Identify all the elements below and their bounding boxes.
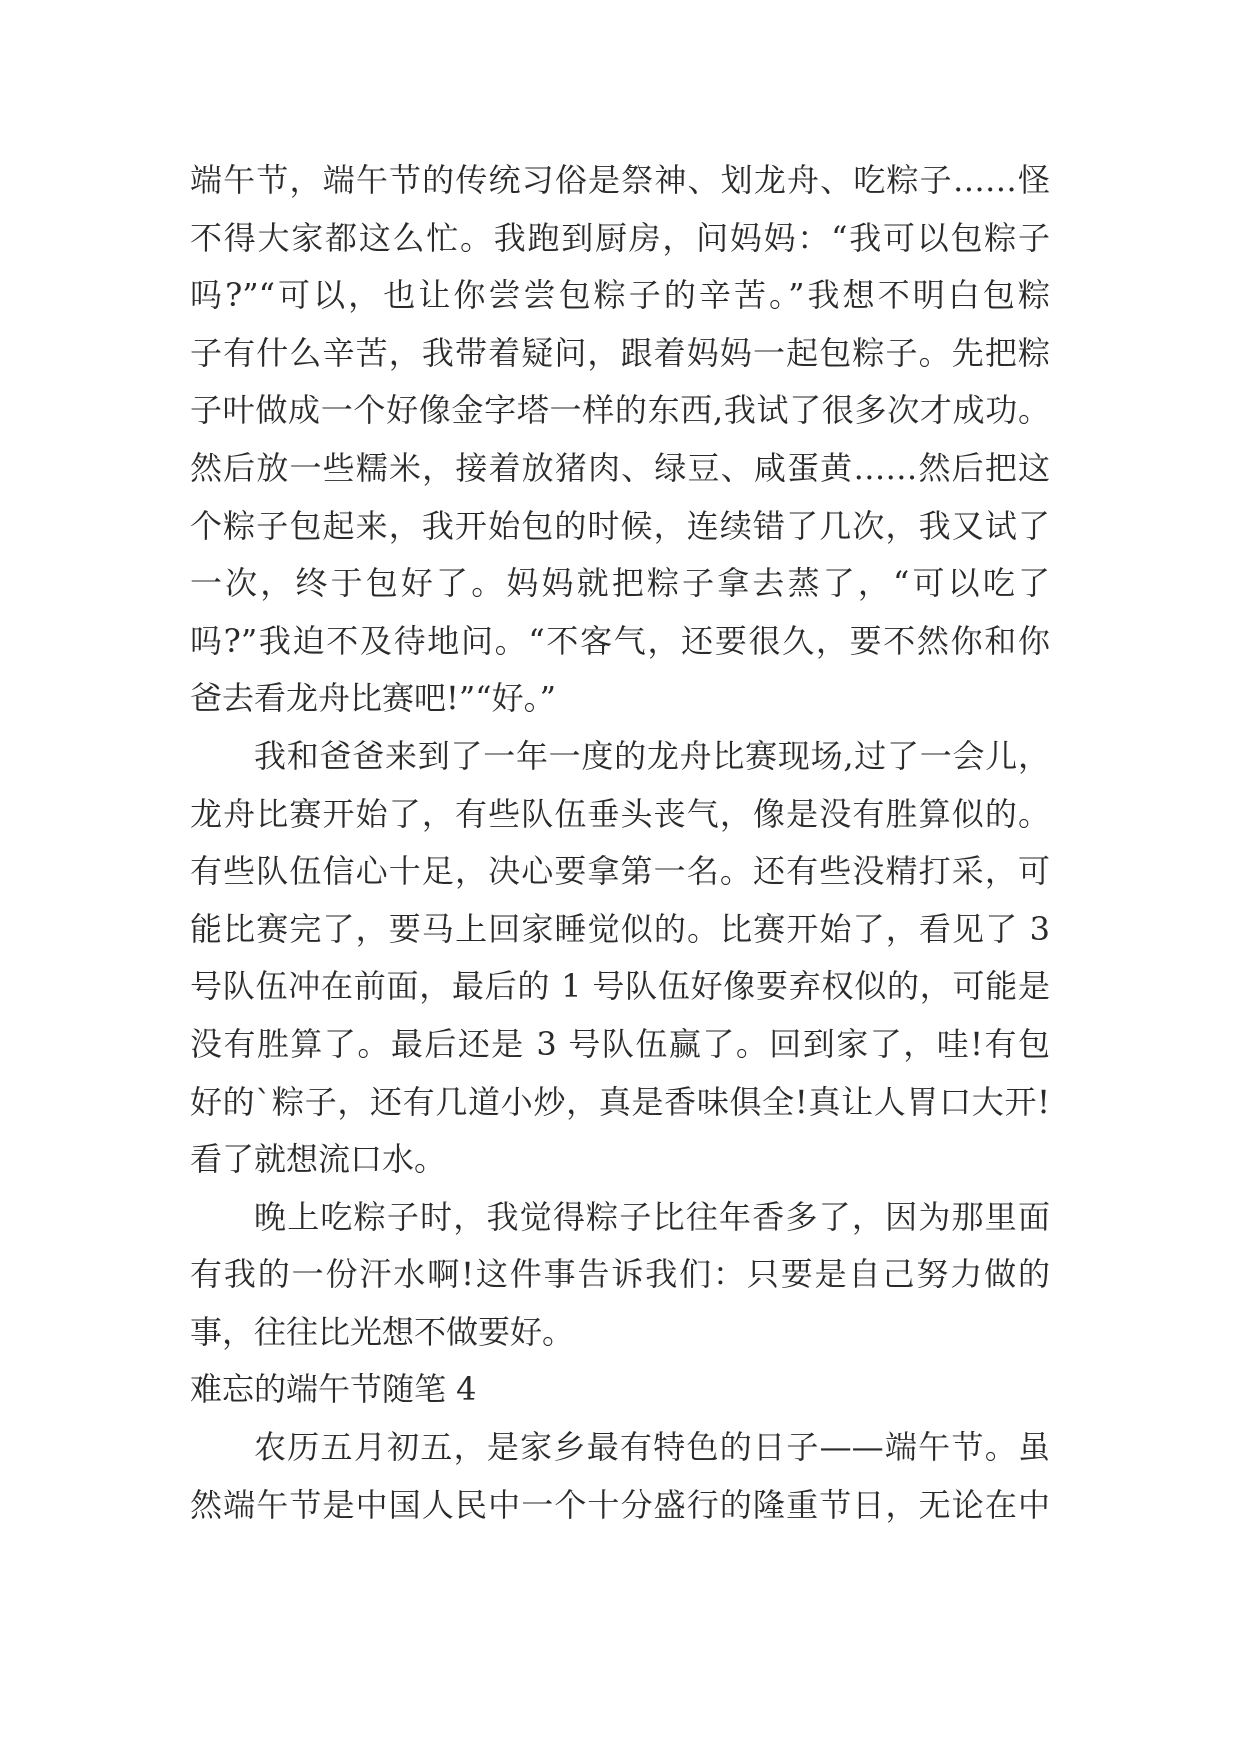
text-line: 端午节，端午节的传统习俗是祭神、划龙舟、吃粽子……怪 <box>190 161 1050 199</box>
text-line: 好的`粽子，还有几道小炒，真是香味俱全!真让人胃口大开! <box>190 1082 1050 1121</box>
text-line: 没有胜算了。最后还是 3 号队伍赢了。回到家了，哇!有包 <box>190 1024 1050 1063</box>
text-line: 子叶做成一个好像金字塔一样的东西,我试了很多次才成功。 <box>190 391 1050 430</box>
text-line: 看了就想流口水。 <box>190 1140 447 1179</box>
text-line: 吗?”“可以，也让你尝尝包粽子的辛苦。”我想不明白包粽 <box>190 276 1050 315</box>
text-line: 我和爸爸来到了一年一度的龙舟比赛现场,过了一会儿， <box>254 736 1050 775</box>
text-line: 不得大家都这么忙。我跑到厨房，问妈妈：“我可以包粽子 <box>190 218 1050 257</box>
text-line: 个粽子包起来，我开始包的时候，连续错了几次，我又试了 <box>190 506 1050 545</box>
paragraph <box>190 728 1050 1189</box>
text-line: 能比赛完了，要马上回家睡觉似的。比赛开始了，看见了 3 <box>190 909 1050 948</box>
paragraph <box>190 152 1050 728</box>
text-line: 有我的一份汗水啊!这件事告诉我们：只要是自己努力做的 <box>190 1255 1050 1294</box>
heading-text: 难忘的端午节随笔 4 <box>190 1370 477 1409</box>
paragraph <box>190 1419 1050 1534</box>
section-heading <box>190 1361 1050 1419</box>
text-line: 号队伍冲在前面，最后的 1 号队伍好像要弃权似的，可能是 <box>190 967 1050 1006</box>
text-line: 农历五月初五，是家乡最有特色的日子——端午节。虽 <box>254 1428 1050 1467</box>
text-line: 然后放一些糯米，接着放猪肉、绿豆、咸蛋黄……然后把这 <box>190 448 1050 487</box>
document-page <box>190 152 1050 1534</box>
text-line: 一次，终于包好了。妈妈就把粽子拿去蒸了，“可以吃了 <box>190 564 1050 603</box>
text-line: 爸去看龙舟比赛吧!”“好。” <box>190 679 556 718</box>
text-line: 子有什么辛苦，我带着疑问，跟着妈妈一起包粽子。先把粽 <box>190 333 1050 372</box>
text-line: 吗?”我迫不及待地问。“不客气，还要很久，要不然你和你 <box>190 621 1050 660</box>
text-line: 有些队伍信心十足，决心要拿第一名。还有些没精打采，可 <box>190 852 1050 891</box>
text-line: 事，往往比光想不做要好。 <box>190 1312 575 1351</box>
text-line: 晚上吃粽子时，我觉得粽子比往年香多了，因为那里面 <box>254 1197 1050 1236</box>
text-line: 龙舟比赛开始了，有些队伍垂头丧气，像是没有胜算似的。 <box>190 794 1050 833</box>
text-line: 然端午节是中国人民中一个十分盛行的隆重节日，无论在中 <box>190 1485 1050 1524</box>
paragraph <box>190 1189 1050 1362</box>
